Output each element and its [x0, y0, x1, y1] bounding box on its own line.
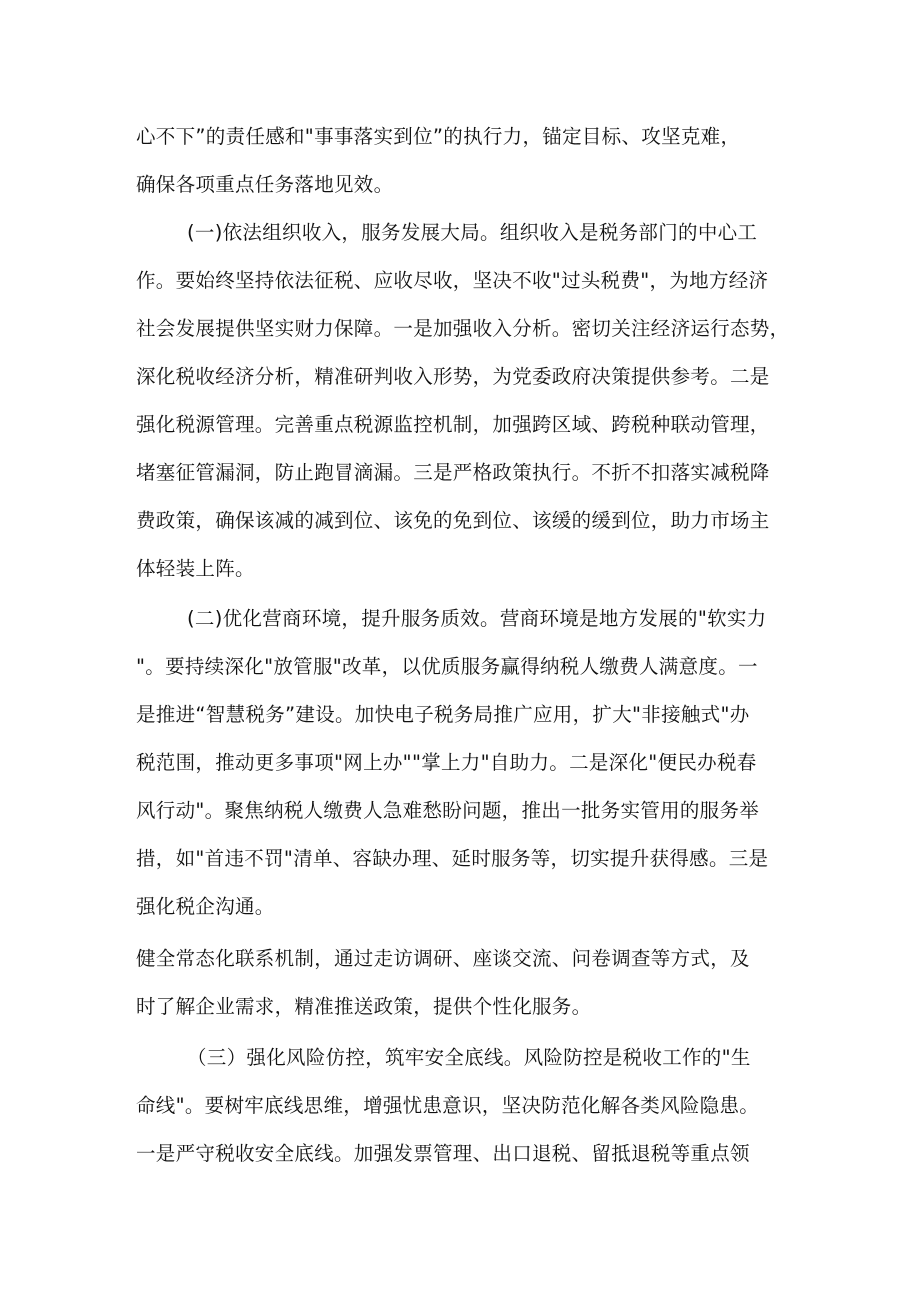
text-line: 一是严守税收安全底线。加强发票管理、出口退税、留抵退税等重点领: [136, 1142, 750, 1165]
text-line: 社会发展提供坚实财力保障。一是加强收入分析。密切关注经济运行态势，: [136, 317, 790, 340]
text-line: 风行动"。聚焦纳税人缴费人急难愁盼问题，推出一批务实管用的服务举: [136, 799, 760, 822]
paragraph-heading-line: (二)优化营商环境，提升服务质效。营商环境是地方发展的"软实力: [187, 607, 767, 630]
paragraph-heading-line: (一)依法组织收入，服务发展大局。组织收入是税务部门的中心工: [187, 221, 758, 244]
text-line: 堵塞征管漏洞，防止跑冒滴漏。三是严格政策执行。不折不扣落实减税降: [136, 461, 770, 484]
text-line: 确保各项重点任务落地见效。: [136, 173, 394, 196]
text-line: 税范围，推动更多事项"网上办""掌上力"自助力。二是深化"便民办税春: [136, 751, 757, 774]
text-line: 健全常态化联系机制，通过走访调研、座谈交流、问卷调查等方式，及: [136, 947, 750, 970]
text-line: 强化税源管理。完善重点税源监控机制，加强跨区域、跨税种联动管理，: [136, 413, 770, 436]
text-line: "。要持续深化"放管服"改革，以优质服务赢得纳税人缴费人满意度。一: [136, 655, 758, 678]
text-line: 作。要始终坚持依法征税、应收尽收，坚决不收"过头税费"，为地方经济: [136, 269, 769, 292]
text-line: 强化税企沟通。: [136, 895, 275, 918]
text-line: 费政策，确保该减的减到位、该免的免到位、该缓的缓到位，助力市场主: [136, 509, 770, 532]
text-line: 命线"。要树牢底线思维，增强忧患意识，坚决防范化解各类风险隐患。: [136, 1094, 760, 1117]
text-line: 心不下”的责任感和"事事落实到位”的执行力，锚定目标、攻坚克难，: [136, 125, 741, 148]
text-line: 时了解企业需求，精准推送政策，提供个性化服务。: [136, 995, 592, 1018]
text-line: 是推进“智慧税务”建设。加快电子税务局推广应用，扩大"非接触式"办: [136, 703, 750, 726]
text-line: 措，如"首违不罚"清单、容缺办理、延时服务等，切实提升获得感。三是: [136, 847, 769, 870]
text-line: 体轻装上阵。: [136, 557, 255, 580]
paragraph-heading-line: （三）强化风险仿控，筑牢安全底线。风险防控是税收工作的"生: [187, 1046, 751, 1069]
text-line: 深化税收经济分析，精准研判收入形势，为党委政府决策提供参考。二是: [136, 365, 770, 388]
